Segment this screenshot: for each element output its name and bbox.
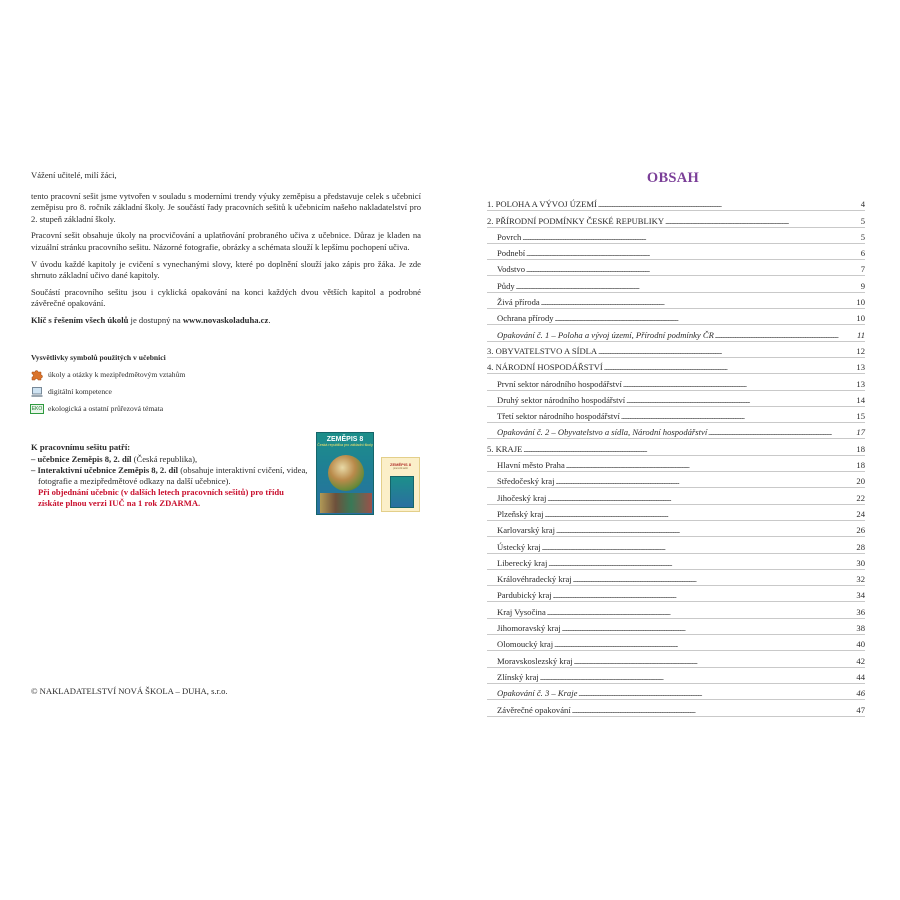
workbook-cover-title: ZEMĚPIS 8	[390, 462, 411, 467]
toc-entry-page: 20	[856, 476, 865, 487]
globe-image	[328, 455, 364, 491]
toc-entry[interactable]	[487, 391, 865, 407]
toc-leader-dots	[574, 656, 855, 666]
companion-item-bold: – Interaktivní učebnice Zeměpis 8, 2. díl	[31, 465, 179, 475]
toc-entry-label: Olomoucký kraj	[497, 639, 554, 650]
toc-leader-dots	[548, 558, 854, 568]
toc-entry[interactable]	[487, 276, 865, 292]
toc-leader-dots	[542, 542, 855, 552]
intro-paragraph: tento pracovní sešit jsme vytvořen v souladu s moderními trendy výuky zeměpisu a představuje celek s učebnicí zeměpisu pro 8. ročník základní školy. Je součástí řady pracovních sešitů k učebnicím našeho nakladatelství pro 2. stupeň základní školy.	[31, 190, 421, 224]
toc-entry[interactable]	[487, 260, 865, 276]
toc-leader-dots	[665, 216, 859, 226]
toc-entry[interactable]	[487, 423, 865, 439]
toc-leader-dots	[541, 297, 855, 307]
toc-entry[interactable]	[487, 374, 865, 390]
toc-entry[interactable]	[487, 521, 865, 537]
toc-leader-dots	[566, 460, 855, 470]
toc-entry-page: 5	[860, 231, 865, 242]
textbook-cover-title: ZEMĚPIS 8	[326, 436, 364, 443]
toc-entry-page: 7	[860, 264, 865, 275]
answer-key-url[interactable]: www.novaskoladuha.cz	[182, 314, 269, 325]
legend-text: digitální kompetence	[48, 387, 112, 396]
toc-entry-page: 5	[860, 215, 865, 226]
toc-entry[interactable]	[487, 537, 865, 553]
greeting: Vážení učitelé, milí žáci,	[31, 170, 117, 180]
toc-leader-dots	[526, 264, 859, 274]
toc-entry-label: Opakování č. 3 – Kraje	[497, 688, 578, 699]
toc-entry[interactable]	[487, 570, 865, 586]
toc-leader-dots	[553, 590, 855, 600]
legend-item	[31, 383, 331, 400]
toc-leader-dots	[522, 232, 858, 242]
toc-entry-page: 4	[860, 199, 865, 210]
toc-entry[interactable]	[487, 342, 865, 358]
toc-entry-label: Živá příroda	[497, 297, 540, 308]
toc-leader-dots	[554, 639, 854, 649]
toc-leader-dots	[626, 395, 854, 405]
toc-entry-label: Jihomoravský kraj	[497, 623, 561, 634]
eko-badge-icon	[31, 403, 43, 415]
answer-key-text: je dostupný na	[128, 314, 183, 325]
toc-entry-label: 5. KRAJE	[487, 443, 523, 454]
toc-entry[interactable]	[487, 651, 865, 667]
toc-entry-label: Vodstvo	[497, 264, 526, 275]
toc-leader-dots	[562, 623, 855, 633]
toc-entry[interactable]	[487, 309, 865, 325]
legend-item	[31, 366, 331, 383]
intro-paragraph: Součástí pracovního sešitu jsou i cyklická opakování na konci každých dvou větších kapitol a podrobné závěrečné opakování.	[31, 286, 421, 309]
toc-entry-label: Středočeský kraj	[497, 476, 555, 487]
toc-entry[interactable]	[487, 472, 865, 488]
workbook-cover-subtitle: pracovní sešit	[393, 467, 408, 470]
toc-entry-page: 36	[856, 606, 865, 617]
toc-entry-label: Pardubický kraj	[497, 590, 552, 601]
toc-entry-label: 3. OBYVATELSTVO A SÍDLA	[487, 345, 598, 356]
workbook-cover	[381, 457, 420, 512]
toc-entry-page: 30	[856, 557, 865, 568]
toc-entry-page: 18	[856, 460, 865, 471]
toc-leader-dots	[604, 362, 855, 372]
toc-entry-page: 6	[860, 248, 865, 259]
answer-key-note	[31, 315, 421, 327]
toc-entry-page: 32	[856, 574, 865, 585]
toc-entry-page: 38	[856, 623, 865, 634]
toc-entry-label: Podnebí	[497, 248, 526, 259]
toc-entry-page: 18	[856, 443, 865, 454]
copyright: © NAKLADATELSTVÍ NOVÁ ŠKOLA – DUHA, s.r.o.	[31, 686, 228, 696]
toc-entry-page: 28	[856, 541, 865, 552]
toc-entry-page: 9	[860, 280, 865, 291]
toc-entry[interactable]	[487, 211, 865, 227]
toc-entry[interactable]	[487, 407, 865, 423]
toc-entry[interactable]	[487, 293, 865, 309]
eko-badge-text: EKO	[31, 405, 43, 412]
toc-entry-label: Moravskoslezský kraj	[497, 655, 573, 666]
toc-entry[interactable]	[487, 228, 865, 244]
toc-entry-page: 26	[856, 525, 865, 536]
toc-entry-page: 14	[856, 394, 865, 405]
toc-leader-dots	[715, 330, 855, 340]
companion-item-text: (Česká republika),	[131, 454, 198, 464]
cover-photos	[320, 493, 372, 513]
toc-leader-dots	[578, 688, 854, 698]
toc-entry[interactable]	[487, 619, 865, 635]
toc-entry-label: Liberecký kraj	[497, 557, 548, 568]
toc-entry-page: 47	[856, 704, 865, 715]
toc-entry-page: 15	[856, 411, 865, 422]
toc-entry[interactable]	[487, 456, 865, 472]
toc-entry-label: Ústecký kraj	[497, 541, 541, 552]
toc-entry-label: Zlínský kraj	[497, 671, 539, 682]
toc-entry-label: Třetí sektor národního hospodářství	[497, 411, 620, 422]
toc-leader-dots	[708, 427, 854, 437]
toc-entry-page: 13	[856, 362, 865, 373]
companion-title: K pracovnímu sešitu patří:	[31, 442, 131, 452]
toc-entry-page: 13	[856, 378, 865, 389]
toc-entry-label: 4. NÁRODNÍ HOSPODÁŘSTVÍ	[487, 362, 603, 373]
toc-entry[interactable]	[487, 358, 865, 374]
toc-entry-label: Kraj Vysočina	[497, 606, 546, 617]
toc-leader-dots	[523, 444, 854, 454]
toc-leader-dots	[598, 346, 854, 356]
toc-entry-label: Plzeňský kraj	[497, 508, 544, 519]
toc-leader-dots	[621, 411, 854, 421]
toc-leader-dots	[526, 248, 859, 258]
workbook-cover-image	[390, 476, 414, 508]
toc-leader-dots	[573, 574, 855, 584]
puzzle-icon	[31, 369, 43, 381]
legend-text: ekologická a ostatní průřezová témata	[48, 404, 164, 413]
answer-key-end: .	[268, 314, 271, 325]
legend-item	[31, 400, 331, 417]
table-of-contents	[487, 195, 865, 717]
toc-entry-label: 2. PŘÍRODNÍ PODMÍNKY ČESKÉ REPUBLIKY	[487, 215, 665, 226]
toc-leader-dots	[556, 476, 855, 486]
toc-entry-label: Hlavní město Praha	[497, 460, 565, 471]
toc-leader-dots	[623, 379, 855, 389]
toc-entry[interactable]	[487, 586, 865, 602]
toc-entry[interactable]	[487, 195, 865, 211]
toc-entry[interactable]	[487, 488, 865, 504]
toc-entry-page: 46	[856, 688, 865, 699]
toc-entry-page: 42	[856, 655, 865, 666]
toc-entry-label: 1. POLOHA A VÝVOJ ÚZEMÍ	[487, 199, 597, 210]
companion-item-bold: – učebnice Zeměpis 8, 2. díl	[31, 454, 132, 464]
toc-entry-label: Opakování č. 2 – Obyvatelstvo a sídla, Národní hospodářství	[497, 427, 708, 438]
toc-entry[interactable]	[487, 244, 865, 260]
toc-entry-label: První sektor národního hospodářství	[497, 378, 622, 389]
legend-text: úkoly a otázky k mezipředmětovým vztahům	[48, 370, 186, 379]
toc-entry-label: Závěrečné opakování	[497, 704, 571, 715]
toc-entry[interactable]	[487, 554, 865, 570]
toc-entry-page: 24	[856, 508, 865, 519]
toc-entry-page: 44	[856, 671, 865, 682]
toc-entry-page: 10	[856, 313, 865, 324]
toc-entry[interactable]	[487, 505, 865, 521]
symbol-legend	[31, 353, 331, 417]
toc-entry-label: Druhý sektor národního hospodářství	[497, 394, 626, 405]
toc-entry-label: Opakování č. 1 – Poloha a vývoj území, Přírodní podmínky ČR	[497, 329, 714, 340]
toc-leader-dots	[540, 672, 855, 682]
answer-key-bold: Klíč s řešením všech úkolů	[31, 314, 129, 325]
toc-entry[interactable]	[487, 325, 865, 341]
legend-title: Vysvětlivky symbolů použitých v učebnici	[31, 353, 166, 362]
computer-icon	[31, 386, 43, 398]
toc-entry-label: Půdy	[497, 280, 515, 291]
textbook-cover	[316, 432, 374, 515]
toc-entry-label: Královéhradecký kraj	[497, 574, 572, 585]
toc-leader-dots	[598, 199, 859, 209]
toc-leader-dots	[547, 607, 855, 617]
companion-materials	[31, 442, 311, 509]
toc-leader-dots	[572, 705, 855, 715]
promo-note: Při objednání učebnic (v dalších letech pracovních sešitů) pro třídu získáte plnou verzi IUČ na 1 rok ZDARMA.	[38, 487, 284, 508]
companion-item	[31, 465, 311, 487]
toc-leader-dots	[547, 493, 854, 503]
toc-entry[interactable]	[487, 668, 865, 684]
intro-paragraph: V úvodu každé kapitoly je cvičení s vynechanými slovy, které po doplnění slouží jako zápis pro žáka. Je zde shrnuto základní učivo dané kapitoly.	[31, 258, 421, 281]
companion-item	[31, 454, 311, 465]
toc-entry[interactable]	[487, 684, 865, 700]
textbook-cover-subtitle: Česká republika pro základní školy	[317, 443, 373, 447]
intro-paragraph: Pracovní sešit obsahuje úkoly na procvičování a uplatňování probraného učiva z učebnice. Důraz je kladen na vizuální stránku pracovního sešitu. Názorné fotografie, obrázky a schémata slouží k lepšímu pochopení učiva.	[31, 230, 421, 252]
toc-entry-label: Jihočeský kraj	[497, 492, 547, 503]
toc-leader-dots	[516, 281, 859, 291]
toc-title: OBSAH	[646, 170, 700, 186]
toc-entry[interactable]	[487, 635, 865, 651]
toc-entry-page: 22	[856, 492, 865, 503]
toc-leader-dots	[545, 509, 855, 519]
toc-entry-label: Ochrana přírody	[497, 313, 554, 324]
toc-leader-dots	[556, 525, 854, 535]
toc-entry-page: 40	[856, 639, 865, 650]
toc-entry[interactable]	[487, 700, 865, 716]
companion-item-text: (obsahuje interaktivní cvičení, videa, fotografie a mezipředmětové odkazy na další učebnice).	[38, 465, 308, 486]
toc-entry-label: Povrch	[497, 231, 522, 242]
toc-entry[interactable]	[487, 602, 865, 618]
toc-entry-page: 34	[856, 590, 865, 601]
toc-entry-page: 17	[856, 427, 865, 438]
toc-entry[interactable]	[487, 439, 865, 455]
toc-entry-label: Karlovarský kraj	[497, 525, 555, 536]
intro-text	[31, 170, 421, 332]
toc-entry-page: 10	[856, 297, 865, 308]
toc-leader-dots	[555, 313, 855, 323]
toc-entry-page: 11	[857, 329, 865, 340]
toc-entry-page: 12	[856, 345, 865, 356]
